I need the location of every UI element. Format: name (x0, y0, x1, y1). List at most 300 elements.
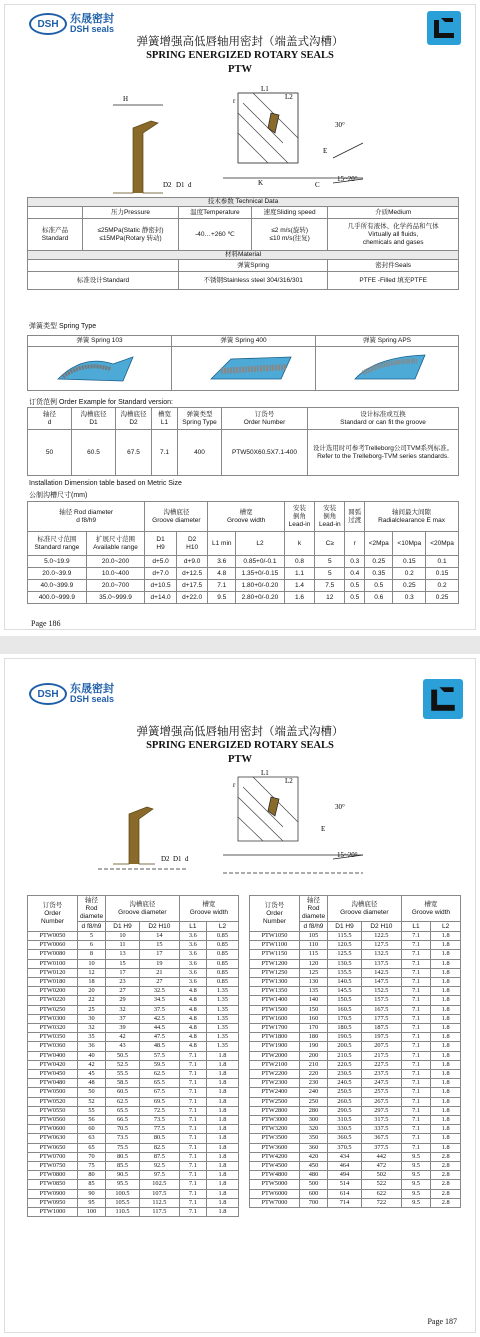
table-cell: 190.5 (328, 1033, 362, 1042)
table-cell: 50 (78, 1088, 106, 1097)
table-cell: 92.5 (140, 1162, 180, 1171)
table-cell: 1.8 (206, 1189, 238, 1198)
spring-103-icon (53, 349, 153, 389)
title-cn: 弹簧增强高低唇轴用密封（端盖式沟槽） (136, 726, 344, 738)
table-cell: 1.35 (206, 1005, 238, 1014)
table-cell: 1.8 (431, 987, 461, 996)
table-cell: 34.5 (140, 996, 180, 1005)
table-cell: 150.5 (328, 996, 362, 1005)
col-rod: 轴径 Rod diamete (300, 896, 328, 922)
table-cell: 39 (106, 1024, 140, 1033)
technical-data-table: 技术参数 Technical Data 压力Pressure 温度Temperature 速度Sliding speed 介质Medium 标准产品 Standard ≤25MPa(Static 静密封) ≤15MPa(Rotary 转动) -40…+260 ℃ ≤2 m/s(旋转) ≤10 m/s(往复) 几乎所有液体、化学药品和气体 Virtually all fluids, chemicals and gases 材料Material 弹簧Spring 密封件Seals 标准设计Standard 不锈钢Stainless steel 304/316/301 PTFE -Filled 填充PTFE (27, 197, 459, 290)
col-groove-width: 槽宽 Groove width (401, 896, 460, 922)
table-cell: 1.8 (206, 1125, 238, 1134)
table-row (28, 1014, 239, 1023)
subheader: d f8/h9 (78, 922, 106, 932)
table-row (28, 1198, 239, 1207)
table-cell: 7.1 (401, 941, 431, 950)
table-row (250, 996, 461, 1005)
table-cell: 1.8 (431, 932, 461, 941)
table-cell: 230.5 (328, 1070, 362, 1079)
table-cell: 3.6 (179, 978, 206, 987)
spring-type-table: 弹簧 Spring 103 弹簧 Spring 400 弹簧 Spring APS (27, 335, 459, 391)
table-cell: 1.8 (206, 1171, 238, 1180)
table-cell: PTW7000 (250, 1198, 300, 1207)
table-cell: 100.5 (106, 1189, 140, 1198)
table-cell: 600 (300, 1189, 328, 1198)
table-cell: 7.1 (401, 1134, 431, 1143)
table-cell: PTW1100 (250, 941, 300, 950)
table-cell: 7.1 (401, 1005, 431, 1014)
table-cell: 4.8 (179, 1033, 206, 1042)
install-cell: d+22.0 (176, 592, 208, 604)
table-cell: PTW0320 (28, 1024, 78, 1033)
table-cell: 57.5 (140, 1051, 180, 1060)
page-gap (0, 636, 480, 654)
table-cell: 13 (106, 950, 140, 959)
table-cell: PTW1000 (28, 1208, 78, 1217)
table-cell: 180 (300, 1033, 328, 1042)
table-cell: 7.1 (179, 1143, 206, 1152)
table-cell: 197.5 (362, 1033, 402, 1042)
table-cell: 60.5 (106, 1088, 140, 1097)
table-cell: PTW0650 (28, 1143, 78, 1152)
table-cell: PTW0500 (28, 1088, 78, 1097)
table-cell: PTW0080 (28, 950, 78, 959)
table-cell: PTW1700 (250, 1024, 300, 1033)
table-cell: 1.35 (206, 1024, 238, 1033)
install-cell: 12 (315, 592, 345, 604)
table-cell: 200 (300, 1051, 328, 1060)
table-cell: 9.5 (401, 1198, 431, 1207)
table-cell: 48 (78, 1079, 106, 1088)
table-cell: PTW2400 (250, 1088, 300, 1097)
table-row (28, 1134, 239, 1143)
order-example-title: 订货范例 Order Example for Standard version: (29, 399, 173, 406)
table-cell: 494 (328, 1171, 362, 1180)
table-cell: 110 (300, 941, 328, 950)
install-cell: 1.35+0/-0.15 (236, 568, 285, 580)
table-cell: 1.35 (206, 1042, 238, 1051)
install-cell: 4.8 (208, 568, 236, 580)
table-cell: 27 (140, 978, 180, 987)
install-row (28, 592, 459, 604)
table-cell: 0.85 (206, 959, 238, 968)
table-cell: 220.5 (328, 1060, 362, 1069)
table-cell: PTW1400 (250, 996, 300, 1005)
table-cell: 7.1 (179, 1051, 206, 1060)
subheader: L2 (431, 922, 461, 932)
table-cell: 127.5 (362, 941, 402, 950)
table-cell: 2.8 (431, 1180, 461, 1189)
table-cell: 170.5 (328, 1014, 362, 1023)
table-cell: 7.1 (179, 1125, 206, 1134)
table-cell: 7.1 (401, 1116, 431, 1125)
table-cell: 55 (78, 1106, 106, 1115)
dsh-logo (29, 683, 114, 705)
table-cell: 7.1 (401, 1106, 431, 1115)
table-row (250, 1024, 461, 1033)
table-row (250, 1134, 461, 1143)
table-cell: PTW0450 (28, 1070, 78, 1079)
table-cell: 36 (78, 1042, 106, 1051)
table-cell: 280 (300, 1106, 328, 1115)
subheader: L2 (206, 922, 238, 932)
table-cell: PTW4200 (250, 1152, 300, 1161)
install-subheader: k (284, 532, 314, 556)
table-cell: 137.5 (362, 959, 402, 968)
table-cell: 85.5 (106, 1162, 140, 1171)
table-cell: 1.8 (431, 1005, 461, 1014)
install-subheader: <20Mpa (426, 532, 459, 556)
table-cell: 4.8 (179, 1005, 206, 1014)
table-row (250, 941, 461, 950)
table-cell: 105.5 (106, 1198, 140, 1207)
table-cell: PTW1600 (250, 1014, 300, 1023)
table-cell: 514 (328, 1180, 362, 1189)
install-cell: d+5.0 (145, 556, 177, 568)
install-cell: 3.6 (208, 556, 236, 568)
install-cell: 40.0~399.9 (28, 580, 87, 592)
table-cell: 160.5 (328, 1005, 362, 1014)
table-cell: 187.5 (362, 1024, 402, 1033)
table-cell: 80 (78, 1171, 106, 1180)
table-cell: 8 (78, 950, 106, 959)
install-subheader: <2Mpa (365, 532, 393, 556)
table-cell: 12 (78, 968, 106, 977)
table-cell: 0.85 (206, 941, 238, 950)
table-cell: 5 (78, 932, 106, 941)
table-cell: 4.8 (179, 1024, 206, 1033)
label-d1: D1 (173, 855, 182, 863)
table-cell: PTW0350 (28, 1033, 78, 1042)
table-cell: 1.8 (206, 1097, 238, 1106)
table-cell: PTW0180 (28, 978, 78, 987)
table-cell: 85 (78, 1180, 106, 1189)
table-cell: 7.1 (401, 950, 431, 959)
table-row (250, 1180, 461, 1189)
table-cell: 1.8 (206, 1162, 238, 1171)
table-cell: 1.8 (431, 1088, 461, 1097)
table-cell: PTW1200 (250, 959, 300, 968)
label-k: K (258, 179, 264, 187)
table-cell: 257.5 (362, 1088, 402, 1097)
table-cell: 52.5 (106, 1060, 140, 1069)
table-cell: 17 (140, 950, 180, 959)
table-cell: PTW5000 (250, 1180, 300, 1189)
table-cell: PTW4800 (250, 1171, 300, 1180)
table-row (28, 1125, 239, 1134)
table-cell: 37.5 (140, 1005, 180, 1014)
page-header (5, 35, 475, 77)
col-order-number: 订货号 Order Number (28, 896, 78, 932)
table-cell: 1.8 (431, 950, 461, 959)
table-cell: 0.85 (206, 932, 238, 941)
logo-mark: DSH (29, 13, 67, 35)
table-cell: 60 (78, 1125, 106, 1134)
install-row (28, 580, 459, 592)
table-row (250, 1014, 461, 1023)
table-cell: 27 (106, 987, 140, 996)
table-cell: 7.1 (179, 1088, 206, 1097)
install-cell: 1.6 (284, 592, 314, 604)
install-subheader: D1 H9 (145, 532, 177, 556)
table-cell: 105 (300, 932, 328, 941)
table-cell: PTW0800 (28, 1171, 78, 1180)
install-subheader: 标准尺寸范围 Standard range (28, 532, 87, 556)
table-cell: 240 (300, 1088, 328, 1097)
table-row (250, 1143, 461, 1152)
label-c: C (315, 181, 320, 189)
table-cell: 1.8 (206, 1088, 238, 1097)
table-row (250, 1162, 461, 1171)
table-cell: PTW0750 (28, 1162, 78, 1171)
table-cell: 52 (78, 1097, 106, 1106)
table-row (250, 1051, 461, 1060)
table-row (250, 1079, 461, 1088)
table-cell: 180.5 (328, 1024, 362, 1033)
table-cell: 250.5 (328, 1088, 362, 1097)
table-cell: 65.5 (140, 1079, 180, 1088)
table-cell: 152.5 (362, 987, 402, 996)
table-cell: 58.5 (106, 1079, 140, 1088)
table-cell: 622 (362, 1189, 402, 1198)
table-cell: 18 (78, 978, 106, 987)
table-cell: 7.1 (179, 1162, 206, 1171)
table-cell: 147.5 (362, 978, 402, 987)
table-row (28, 941, 239, 950)
table-cell: 1.8 (431, 996, 461, 1005)
table-cell: 82.5 (140, 1143, 180, 1152)
table-cell: 207.5 (362, 1042, 402, 1051)
table-cell: 1.8 (206, 1143, 238, 1152)
table-row (250, 1070, 461, 1079)
header-row (28, 896, 239, 922)
table-cell: 1.8 (431, 1097, 461, 1106)
table-cell: 157.5 (362, 996, 402, 1005)
table-cell: 70 (78, 1152, 106, 1161)
table-cell: 250 (300, 1097, 328, 1106)
table-cell: PTW2200 (250, 1070, 300, 1079)
table-cell: 40 (78, 1051, 106, 1060)
table-cell: 95.5 (106, 1180, 140, 1189)
install-cell: 0.25 (426, 592, 459, 604)
table-cell: 7.1 (401, 1097, 431, 1106)
table-cell: 2.8 (431, 1198, 461, 1207)
table-row (28, 1042, 239, 1051)
table-cell: 614 (328, 1189, 362, 1198)
table-cell: PTW0480 (28, 1079, 78, 1088)
table-cell: 237.5 (362, 1070, 402, 1079)
table-cell: 62.5 (106, 1097, 140, 1106)
table-cell: 1.8 (431, 1033, 461, 1042)
table-cell: 102.5 (140, 1180, 180, 1189)
table-cell: 480 (300, 1171, 328, 1180)
table-cell: 75 (78, 1162, 106, 1171)
page-number: Page 187 (427, 1317, 457, 1326)
tech-title: 技术参数 Technical Data (28, 198, 459, 207)
table-cell: 6 (78, 941, 106, 950)
table-cell: PTW0120 (28, 968, 78, 977)
install-subheader: D2 H10 (176, 532, 208, 556)
table-cell: 4.8 (179, 1014, 206, 1023)
table-cell: 25 (78, 1005, 106, 1014)
table-cell: 120.5 (328, 941, 362, 950)
subheader: D2 H10 (140, 922, 180, 932)
table-cell: 3.6 (179, 941, 206, 950)
subheader: d f8/h9 (300, 922, 328, 932)
table-cell: PTW3200 (250, 1125, 300, 1134)
install-subheader: L1 min (208, 532, 236, 556)
install-cell: 5 (315, 556, 345, 568)
table-cell: 97.5 (140, 1171, 180, 1180)
table-cell: 7.1 (179, 1180, 206, 1189)
table-cell: 1.8 (206, 1152, 238, 1161)
install-row (28, 568, 459, 580)
table-row (28, 1162, 239, 1171)
table-cell: 7.1 (401, 932, 431, 941)
label-taper: 15~20° (337, 175, 358, 183)
table-cell: 7.1 (401, 1051, 431, 1060)
table-cell: 125 (300, 968, 328, 977)
table-row (250, 978, 461, 987)
table-cell: 260.5 (328, 1097, 362, 1106)
table-cell: 9.5 (401, 1189, 431, 1198)
table-cell: 1.8 (431, 1070, 461, 1079)
table-cell: 1.8 (431, 1134, 461, 1143)
table-cell: PTW2100 (250, 1060, 300, 1069)
table-row (28, 1060, 239, 1069)
install-cell: 0.85+0/-0.1 (236, 556, 285, 568)
table-cell: 62.5 (140, 1070, 180, 1079)
table-cell: PTW1350 (250, 987, 300, 996)
col-groove-width: 槽宽 Groove width (179, 896, 238, 922)
table-cell: 1.8 (206, 1106, 238, 1115)
table-row (28, 1116, 239, 1125)
table-cell: 15 (140, 941, 180, 950)
table-cell: 420 (300, 1152, 328, 1161)
install-cell: 9.5 (208, 592, 236, 604)
table-cell: 59.5 (140, 1060, 180, 1069)
table-cell: 9.5 (401, 1180, 431, 1189)
table-cell: 1.35 (206, 1014, 238, 1023)
install-cell: 0.25 (393, 580, 426, 592)
table-cell: 115.5 (328, 932, 362, 941)
order-example-table: 轴径 d 沟槽底径 D1 沟槽底径 D2 槽宽 L1 弹簧类型 Spring Type 订货号 Order Number 设计标准或互换 Standard or can fit the groove 50 60.5 67.5 7.1 400 PTW50X60.5X7.1-400 设计选用时可参考Trelleborg公司TVM系列标准。 Refer to the Trelleborg-TVM series standards. (27, 407, 459, 476)
col-rod: 轴径 Rod diamete (78, 896, 106, 922)
subheader: L1 (401, 922, 431, 932)
table-cell: 19 (140, 959, 180, 968)
table-cell: 7.1 (179, 1171, 206, 1180)
install-subheader: <10Mpa (393, 532, 426, 556)
table-cell: PTW3000 (250, 1116, 300, 1125)
table-cell: 1.8 (431, 941, 461, 950)
install-cell: 0.35 (365, 568, 393, 580)
table-cell: 1.8 (206, 1116, 238, 1125)
table-row (28, 959, 239, 968)
table-row (250, 959, 461, 968)
title-en: SPRING ENERGIZED ROTARY SEALS (146, 50, 334, 61)
table-cell: 1.8 (206, 1198, 238, 1207)
table-cell: 4.8 (179, 987, 206, 996)
table-cell: 17 (106, 968, 140, 977)
table-cell: 9.5 (401, 1162, 431, 1171)
subheader: D2 H10 (362, 922, 402, 932)
table-cell: 7.1 (179, 1189, 206, 1198)
table-cell: 7.1 (401, 978, 431, 987)
install-cell: d+12.5 (176, 568, 208, 580)
table-row (28, 1106, 239, 1115)
install-cell: 35.0~999.9 (86, 592, 145, 604)
table-cell: 217.5 (362, 1051, 402, 1060)
table-row (250, 968, 461, 977)
install-cell: 20.0~700 (86, 580, 145, 592)
table-cell: 1.8 (206, 1051, 238, 1060)
table-cell: 7.1 (179, 1106, 206, 1115)
table-row (28, 1024, 239, 1033)
table-cell: 472 (362, 1162, 402, 1171)
table-cell: 310.5 (328, 1116, 362, 1125)
product-code: PTW (228, 64, 252, 75)
table-cell: 1.8 (431, 1116, 461, 1125)
table-cell: PTW0420 (28, 1060, 78, 1069)
table-cell: 95 (78, 1198, 106, 1207)
table-cell: 0.85 (206, 950, 238, 959)
table-cell: 2.8 (431, 1171, 461, 1180)
table-cell: 7.1 (401, 1143, 431, 1152)
table-row (250, 1116, 461, 1125)
label-l2: L2 (285, 93, 293, 101)
table-cell: 247.5 (362, 1079, 402, 1088)
table-cell: 45 (78, 1070, 106, 1079)
table-cell: 1.8 (206, 1079, 238, 1088)
install-row (28, 556, 459, 568)
table-cell: PTW2000 (250, 1051, 300, 1060)
table-cell: PTW0950 (28, 1198, 78, 1207)
order-table-right (249, 895, 461, 1208)
table-cell: 7.1 (179, 1134, 206, 1143)
label-l2: L2 (285, 777, 293, 785)
table-cell: 200.5 (328, 1042, 362, 1051)
table-cell: 30 (78, 1014, 106, 1023)
table-row (28, 968, 239, 977)
table-cell: PTW0050 (28, 932, 78, 941)
install-cell: 7.5 (315, 580, 345, 592)
table-cell: 3.6 (179, 959, 206, 968)
spring-aps-icon (345, 349, 445, 389)
installation-table: 轴径 Rod diameter d f8/h9 沟槽底径 Groove diameter 槽宽 Groove width 安装 倒角 Lead-in 安装 倒角 Lead-in 圆弧 过渡 轴间最大间隙 Radialclearance E max 标准尺寸范围 Standard range 扩展尺寸范围 Available range D1 H9 D2 H10 L1 min L2 k C≥ r <2Mpa <10Mpa <20Mpa 5.0~19.9 20.0~200 d+5.0 d+9.0 3.6 0.85+0/-0.1 0.8 5 0.3 0.25 0.15 0.1 20.0~39.9 10.0~400 d+7.0 d+12.5 4.8 1.35+0/-0.15 1.1 5 0.4 0.35 0.2 0.15 40.0~399.9 20.0~700 d+10.5 d+17.5 7.1 1.80+0/-0.20 1.4 7.5 0.5 0.5 0.25 0.2 400.0~999.9 35.0~999.9 d+14.0 d+22.0 9.5 2.80+0/-0.20 1.6 12 0.5 0.6 0.3 0.25 (27, 501, 459, 604)
table-cell: 43 (106, 1042, 140, 1051)
install-cell: d+9.0 (176, 556, 208, 568)
table-cell: 107.5 (140, 1189, 180, 1198)
label-d1: D1 (176, 181, 185, 189)
install-subheader: 扩展尺寸范围 Available range (86, 532, 145, 556)
install-cell: 0.1 (426, 556, 459, 568)
table-cell: 7.1 (401, 1033, 431, 1042)
table-cell: 722 (362, 1198, 402, 1207)
table-cell: 9.5 (401, 1171, 431, 1180)
table-cell: 0.85 (206, 968, 238, 977)
table-row (28, 1143, 239, 1152)
table-cell: 73.5 (140, 1116, 180, 1125)
table-cell: 1.35 (206, 996, 238, 1005)
table-row (28, 1079, 239, 1088)
table-cell: 7.1 (179, 1152, 206, 1161)
table-cell: 90.5 (106, 1171, 140, 1180)
order-table-left (27, 895, 239, 1217)
page-header (5, 725, 475, 767)
install-subheader: L2 (236, 532, 285, 556)
